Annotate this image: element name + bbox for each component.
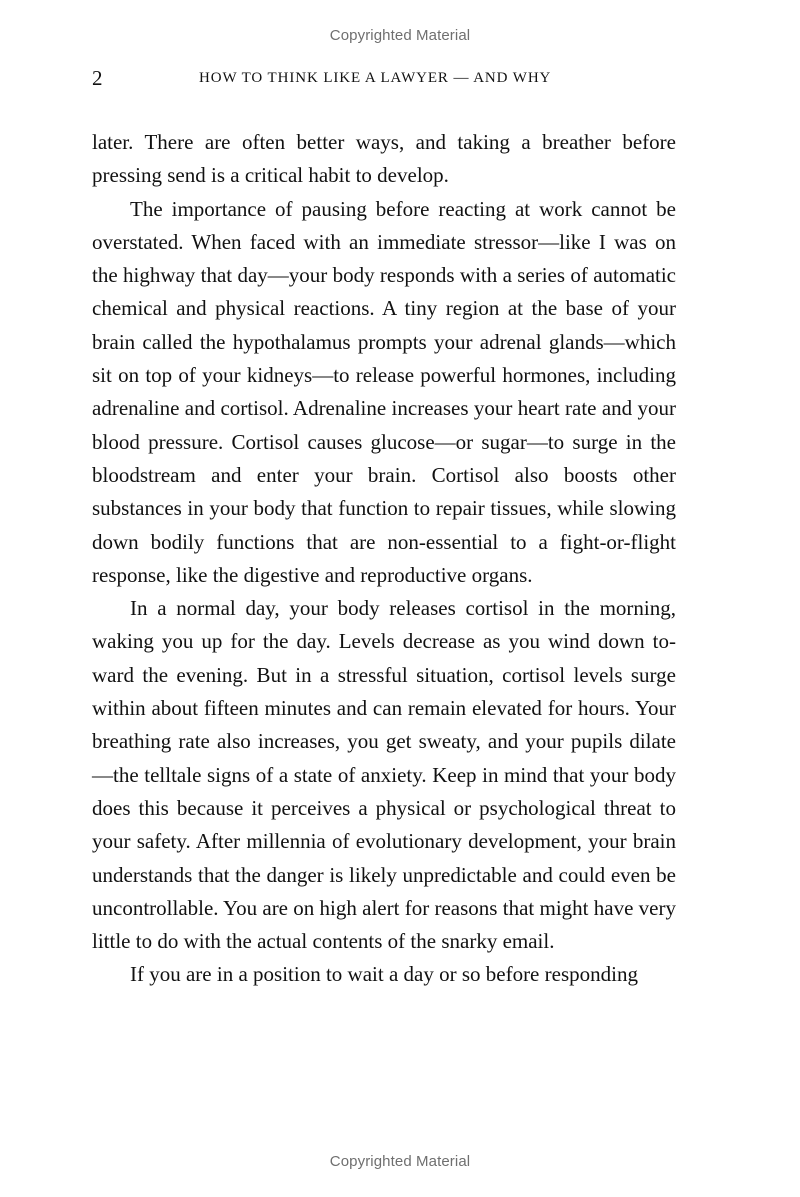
paragraph-pausing: The importance of pausing before reacting at work cannot be overstated. When faced with an immediate stressor—like I was on the highway that day—your body responds with a series of automatic chemical and physical reactions. A tiny region at the base of your brain called the hypothalamus prompts your adrenal glands—which sit on top of your kidneys—to release powerful hormones, including adrenaline and cortisol. Adrenaline increases your heart rate and your blood pressure. Cortisol causes glucose—or sugar—to surge in the bloodstream and enter your brain. Cortisol also boosts other substances in your body that function to repair tissues, while slowing down bodily functions that are non-essential to a fight-or-flight response, like the digestive and reproductive organs. [92, 196, 676, 587]
paragraph-cortisol: In a normal day, your body releases cortisol in the morning, waking you up for the day. Levels decrease as you wind down toward the evening. But in a stressful situation, cortisol levels surge within about fifteen minutes and can remain elevated for hours. Your breathing rate also increases, you get sweaty, and your pupils dilate—the telltale signs of a state of anxiety. Keep in mind that your body does this because it perceives a physical or psychological threat to your safety. After millennia of evolutionary development, your brain understands that the danger is likely unpredictable and could even be uncontrollable. You are on high alert for reasons that might have very little to do with the actual contents of the snarky email. [92, 596, 676, 954]
page-number: 2 [92, 66, 103, 90]
body-text [92, 126, 676, 992]
watermark-top: Copyrighted Material [329, 27, 471, 44]
chapter-title: HOW TO THINK LIKE A LAWYER — AND WHY [199, 70, 552, 86]
paragraph-continuation: later. There are often better ways, and taking a breather before pressing send is a critical habit to develop. [92, 130, 676, 188]
paragraph-responding: If you are in a position to wait a day or so before responding [130, 962, 638, 987]
watermark-bottom: Copyrighted Material [329, 1153, 471, 1170]
running-head [92, 66, 676, 90]
